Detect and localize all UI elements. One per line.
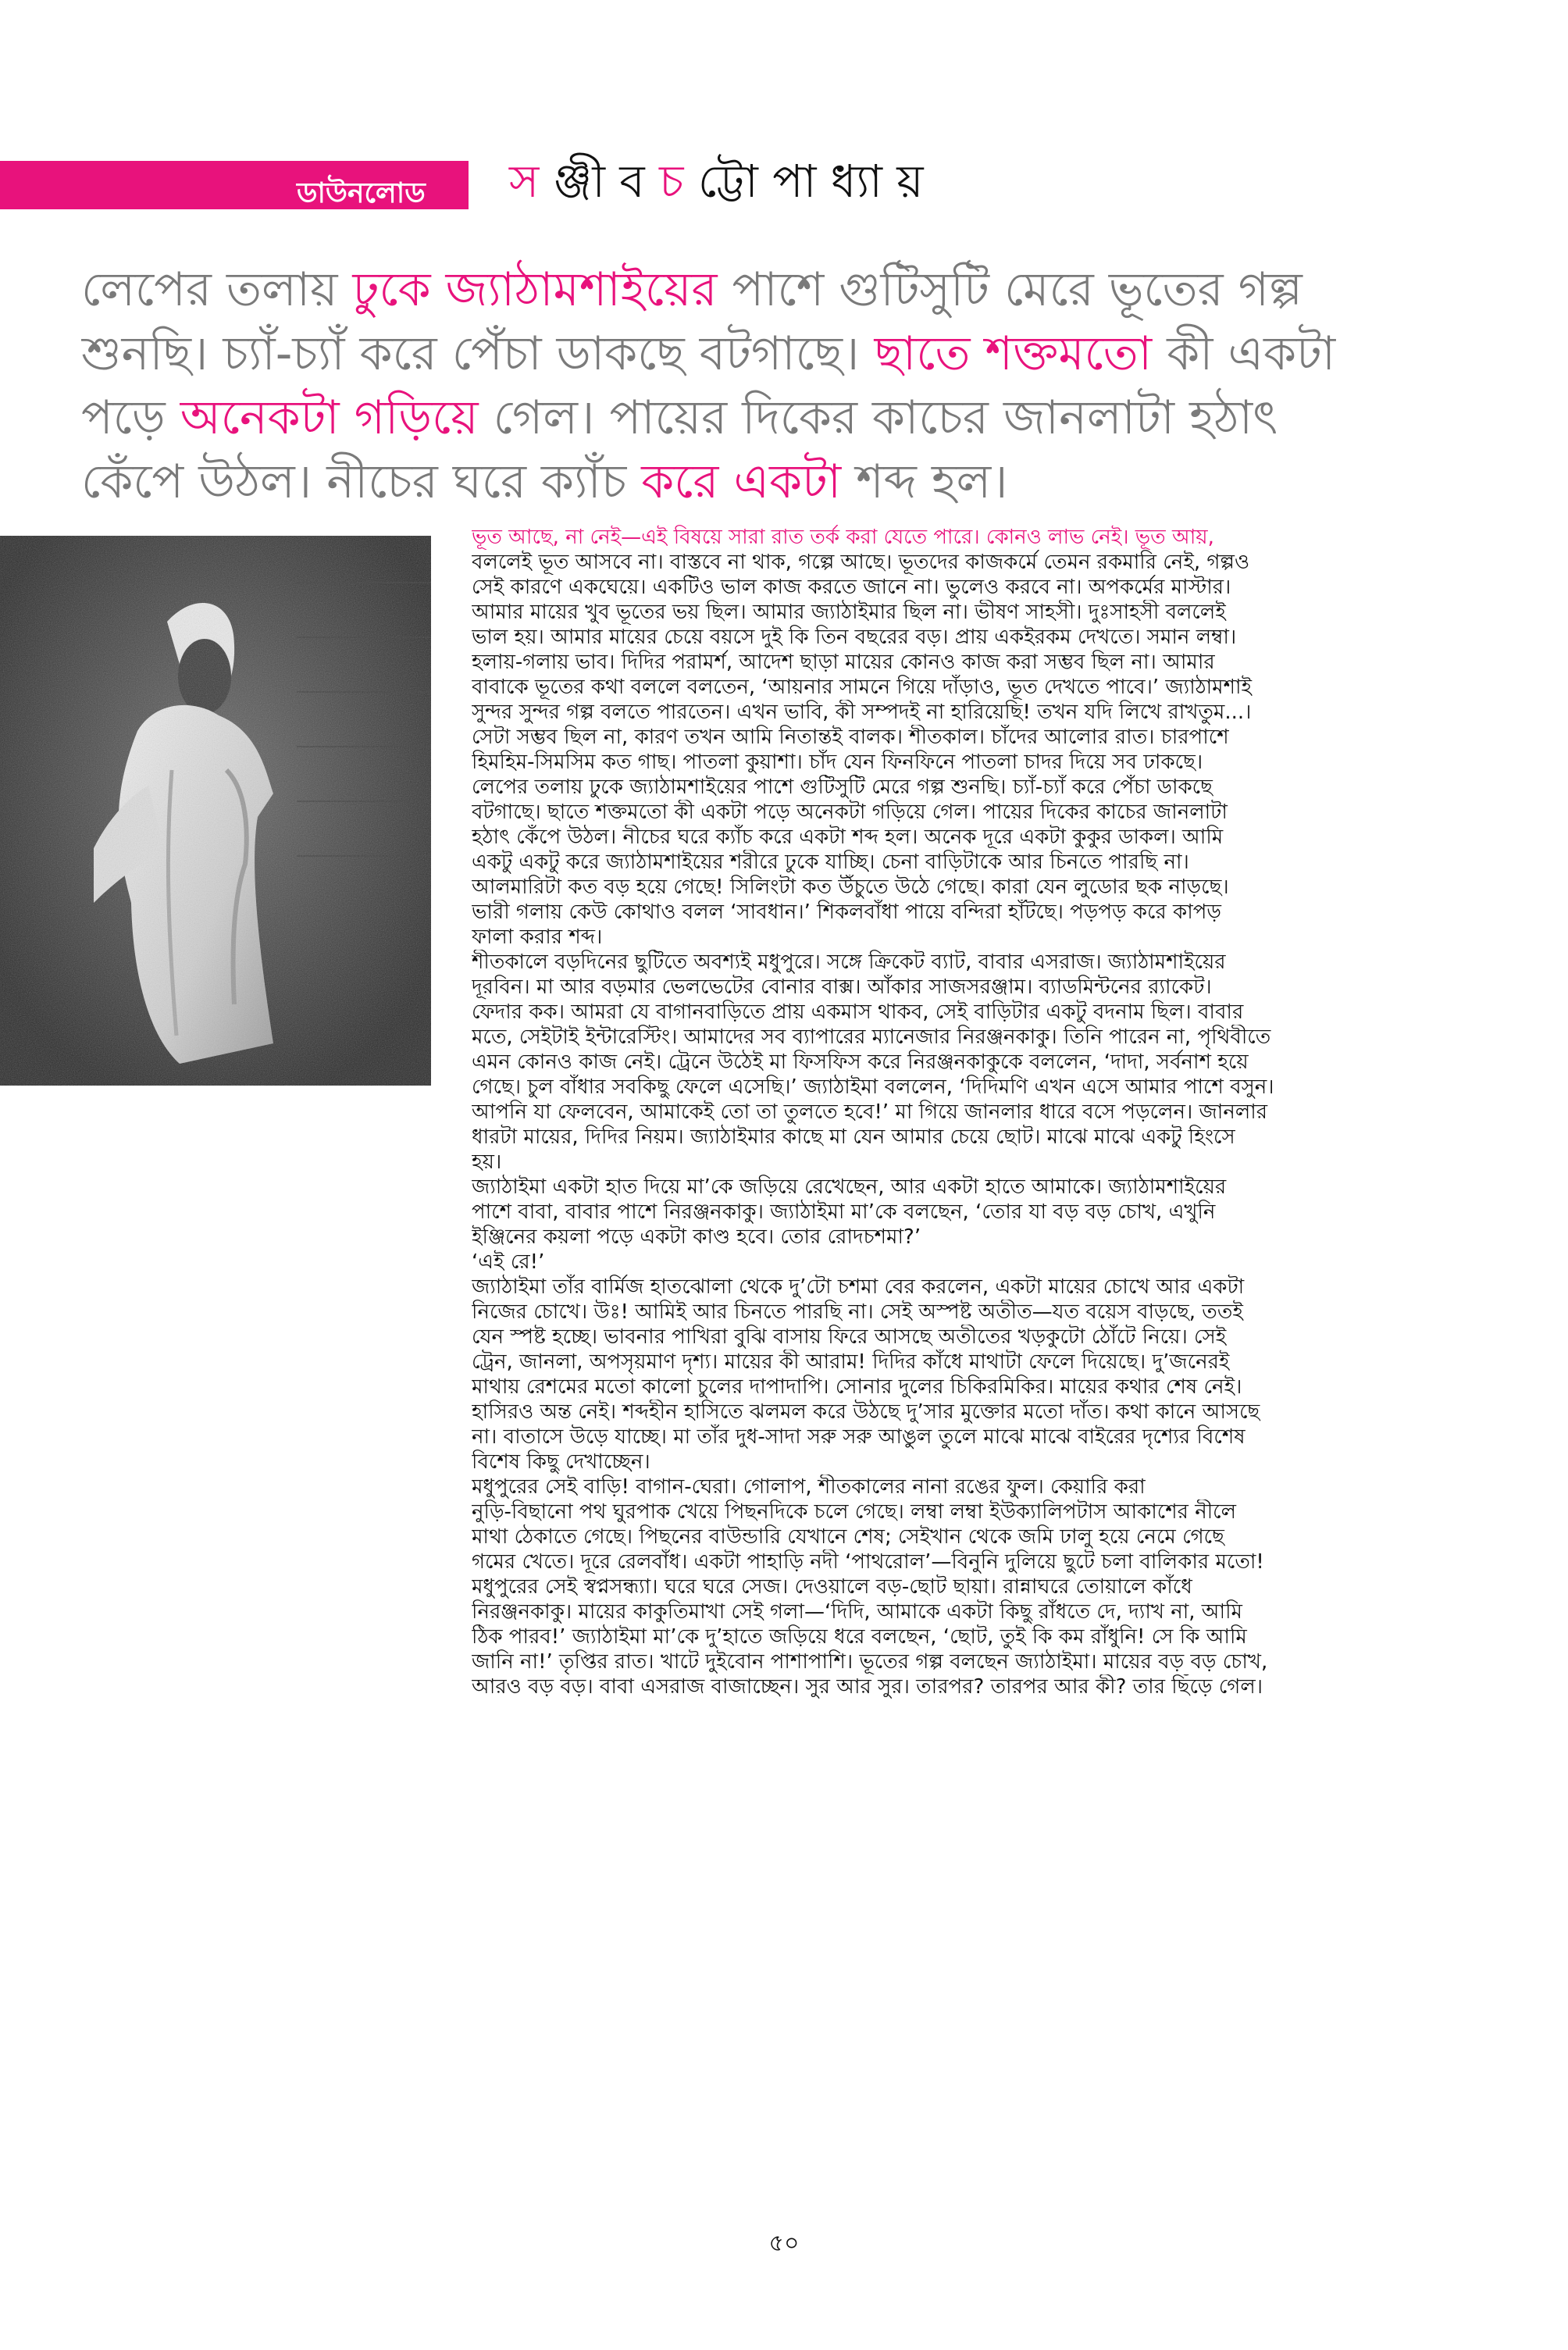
body-line: মাথায় রেশমের মতো কালো চুলের দাপাদাপি। সোনার দুলের চিকিরমিকির। মায়ের কথার শেষ নেই। <box>472 1375 1242 1399</box>
page-number: ৫০ <box>768 2230 800 2257</box>
body-line: নিজের চোখে। উঃ! আমিই আর চিনতে পারছি না। সেই অস্পষ্ট অতীত—যত বয়েস বাড়ছে, ততই <box>472 1300 1243 1324</box>
body-line: ইঞ্জিনের কয়লা পড়ে একটা কাণ্ড হবে। তোর রোদচশমা?’ <box>472 1225 921 1249</box>
body-line: ফালা করার শব্দ। <box>472 925 603 949</box>
body-line: জ্যাঠাইমা একটা হাত দিয়ে মা’কে জড়িয়ে রেখেছেন, আর একটা হাতে আমাকে। জ্যাঠামশাইয়ের <box>472 1175 1227 1199</box>
body-line: শীতকালে বড়দিনের ছুটিতে অবশ্যই মধুপুরে। সঙ্গে ক্রিকেট ব্যাট, বাবার এসরাজ। জ্যাঠামশাইয়ের <box>472 950 1226 974</box>
body-line: ফেদার কক। আমরা যে বাগানবাড়িতে প্রায় একমাস থাকব, সেই বাড়িটার একটু বদনাম ছিল। বাবার <box>472 1000 1244 1024</box>
body-line: মাথা ঠেকাতে গেছে। পিছনের বাউন্ডারি যেখানে শেষ; সেইখান থেকে জমি ঢালু হয়ে নেমে গেছে <box>472 1525 1224 1549</box>
body-line: ভাল হয়। আমার মায়ের চেয়ে বয়সে দুই কি তিন বছরের বড়। প্রায় একইরকম দেখতে। সমান লম্বা। <box>472 626 1237 649</box>
body-line: না। বাতাসে উড়ে যাচ্ছে। মা তাঁর দুধ-সাদা সরু সরু আঙুল তুলে মাঝে মাঝে বাইরের দৃশ্যের বিশেষ <box>472 1425 1245 1449</box>
body-line: যেন স্পষ্ট হচ্ছে। ভাবনার পাখিরা বুঝি বাসায় ফিরে আসছে অতীতের খড়কুটো ঠোঁটে নিয়ে। সেই <box>472 1325 1227 1349</box>
body-line: হলায়-গলায় ভাব। দিদির পরামর্শ, আদেশ ছাড়া মায়ের কোনও কাজ করা সম্ভব ছিল না। আমার <box>472 651 1215 674</box>
body-line: আলমারিটা কত বড় হয়ে গেছে! সিলিংটা কত উঁচুতে উঠে গেছে। কারা যেন লুডোর ছক নাড়ছে। <box>472 875 1229 899</box>
body-line: গমের খেতে। দূরে রেলবাঁধ। একটা পাহাড়ি নদী ‘পাথরোল’—বিনুনি দুলিয়ে ছুটে চলা বালিকার মতো! <box>472 1550 1264 1574</box>
author-last-rest: ট্টো পা ধ্যা য় <box>683 155 924 208</box>
body-line: মধুপুরের সেই স্বপ্নসন্ধ্যা। ঘরে ঘরে সেজ। দেওয়ালে বড়-ছোট ছায়া। রান্নাঘরে তোয়ালে কাঁধে <box>472 1575 1192 1599</box>
body-line: হাসিরও অন্ত নেই। শব্দহীন হাসিতে ঝলমল করে উঠছে দু’সার মুক্তোর মতো দাঁত। কথা কানে আসছে <box>472 1400 1260 1424</box>
body-line: এমন কোনও কাজ নেই। ট্রেনে উঠেই মা ফিসফিস করে নিরঞ্জনকাকুকে বললেন, ‘দাদা, সর্বনাশ হয়ে <box>472 1050 1249 1074</box>
author-first-initial: স <box>509 155 540 208</box>
body-line: দূরবিন। মা আর বড়মার ভেলভেটের বোনার বাক্স। আঁকার সাজসরঞ্জাম। ব্যাডমিন্টনের র‍্যাকেট। <box>472 975 1212 999</box>
body-line: ঠিক পারব!’ জ্যাঠাইমা মা’কে দু’হাতে জড়িয়ে ধরে বলছেন, ‘ছোট, তুই কি কম রাঁধুনি! সে কি আমি <box>472 1625 1247 1649</box>
body-line: ট্রেন, জানলা, অপসৃয়মাণ দৃশ্য। মায়ের কী আরাম! দিদির কাঁধে মাথাটা ফেলে দিয়েছে। দু’জনেরই <box>472 1350 1230 1374</box>
author-last-initial: চ <box>659 155 684 208</box>
body-line: আপনি যা ফেলবেন, আমাকেই তো তা তুলতে হবে!’ মা গিয়ে জানলার ধারে বসে পড়লেন। জানলার <box>472 1100 1268 1124</box>
body-line: নিরঞ্জনকাকু। মায়ের কাকুতিমাখা সেই গলা—‘দিদি, আমাকে একটা কিছু রাঁধতে দে, দ্যাখ না, আমি <box>472 1600 1242 1624</box>
body-line: বটগাছে। ছাতে শক্তমতো কী একটা পড়ে অনেকটা গড়িয়ে গেল। পায়ের দিকের কাচের জানলাটা <box>472 801 1228 824</box>
body-line: মতে, সেইটাই ইন্টারেস্টিং। আমাদের সব ব্যাপারের ম্যানেজার নিরঞ্জনকাকু। তিনি পারেন না, পৃথিবীতে <box>472 1025 1271 1049</box>
body-line: পাশে বাবা, বাবার পাশে নিরঞ্জনকাকু। জ্যাঠাইমা মা’কে বলছেন, ‘তোর যা বড় বড় চোখ, এখুনি <box>472 1200 1216 1224</box>
body-line: বাবাকে ভূতের কথা বললে বলতেন, ‘আয়নার সামনে গিয়ে দাঁড়াও, ভূত দেখতে পাবে।’ জ্যাঠামশাই <box>472 676 1253 699</box>
body-line: জানি না!’ তৃপ্তির রাত। খাটে দুইবোন পাশাপাশি। ভূতের গল্প বলছেন জ্যাঠাইমা। মায়ের বড় বড় চোখ, <box>472 1650 1268 1674</box>
pull-quote-line: পড়ে অনেকটা গড়িয়ে গেল। পায়ের দিকের কাচের জানলাটা হঠাৎ <box>81 390 1278 445</box>
body-line: গেছে। চুল বাঁধার সবকিছু ফেলে এসেছি।’ জ্যাঠাইমা বললেন, ‘দিদিমণি এখন এসে আমার পাশে বসুন। <box>472 1075 1274 1099</box>
body-line: ধারটা মায়ের, দিদির নিয়ম। জ্যাঠাইমার কাছে মা যেন আমার চেয়ে ছোট। মাঝে মাঝে একটু হিংসে <box>472 1125 1235 1149</box>
article-body <box>472 525 1526 1699</box>
body-line: ভূত আছে, না নেই—এই বিষয়ে সারা রাত তর্ক করা যেতে পারে। কোনও লাভ নেই। ভূত আয়, <box>472 526 1214 549</box>
body-line: মধুপুরের সেই বাড়ি! বাগান-ঘেরা। গোলাপ, শীতকালের নানা রঙের ফুল। কেয়ারি করা <box>472 1475 1146 1499</box>
pull-quote-line: কেঁপে উঠল। নীচের ঘরে ক্যাঁচ করে একটা শব্দ হল। <box>81 455 1008 509</box>
section-label: ডাউনলোড <box>297 177 426 209</box>
body-line: সুন্দর সুন্দর গল্প বলতে পারতেন। এখন ভাবি, কী সম্পদই না হারিয়েছি! তখন যদি লিখে রাখতুম...। <box>472 701 1252 724</box>
pull-quote-line: শুনছি। চ্যাঁ-চ্যাঁ করে পেঁচা ডাকছে বটগাছে। ছাতে শক্তমতো কী একটা <box>81 326 1336 381</box>
body-line: ‘এই রে!’ <box>472 1250 545 1274</box>
ghost-photo <box>0 536 431 1086</box>
body-line: আমার মায়ের খুব ভূতের ভয় ছিল। আমার জ্যাঠাইমার ছিল না। ভীষণ সাহসী। দুঃসাহসী বললেই <box>472 601 1226 624</box>
pull-quote <box>81 258 1502 514</box>
body-line: জ্যাঠাইমা তাঁর বার্মিজ হাতঝোলা থেকে দু’টো চশমা বের করলেন, একটা মায়ের চোখে আর একটা <box>472 1275 1245 1299</box>
body-line: হয়। <box>472 1150 502 1174</box>
body-line: ভারী গলায় কেউ কোথাও বলল ‘সাবধান।’ শিকলবাঁধা পায়ে বন্দিরা হাঁটছে। পড়পড় করে কাপড় <box>472 900 1221 924</box>
body-line: বিশেষ কিছু দেখাচ্ছেন। <box>472 1450 650 1474</box>
pull-quote-line: লেপের তলায় ঢুকে জ্যাঠামশাইয়ের পাশে গুটিসুটি মেরে ভূতের গল্প <box>81 262 1303 317</box>
body-line: হঠাৎ কেঁপে উঠল। নীচের ঘরে ক্যাঁচ করে একটা শব্দ হল। অনেক দূরে একটা কুকুর ডাকল। আমি <box>472 826 1224 849</box>
author-first-rest: ঞ্জী ব <box>539 155 660 208</box>
body-line: একটু একটু করে জ্যাঠামশাইয়ের শরীরে ঢুকে যাচ্ছি। চেনা বাড়িটাকে আর চিনতে পারছি না। <box>472 850 1189 874</box>
body-line: সেই কারণে একঘেয়ে। একটিও ভাল কাজ করতে জানে না। ভুলেও করবে না। অপকর্মের মাস্টার। <box>472 576 1231 599</box>
body-line: নুড়ি-বিছানো পথ ঘুরপাক খেয়ে পিছনদিকে চলে গেছে। লম্বা লম্বা ইউক্যালিপটাস আকাশের নীলে <box>472 1500 1236 1524</box>
body-line: লেপের তলায় ঢুকে জ্যাঠামশাইয়ের পাশে গুটিসুটি মেরে গল্প শুনছি। চ্যাঁ-চ্যাঁ করে পেঁচা ডাকছে <box>472 776 1213 799</box>
body-line: আরও বড় বড়। বাবা এসরাজ বাজাচ্ছেন। সুর আর সুর। তারপর? তারপর আর কী? তার ছিঁড়ে গেল। <box>472 1675 1263 1699</box>
body-line: হিমহিম-সিমসিম কত গাছ। পাতলা কুয়াশা। চাঁদ যেন ফিনফিনে পাতলা চাদর দিয়ে সব ঢাকছে। <box>472 751 1203 774</box>
body-line: বললেই ভূত আসবে না। বাস্তবে না থাক, গল্পে আছে। ভূতদের কাজকর্মে তেমন রকমারি নেই, গল্পও <box>472 551 1250 574</box>
ghost-figure-icon <box>0 536 431 1086</box>
body-line: সেটা সম্ভব ছিল না, কারণ তখন আমি নিতান্তই বালক। শীতকাল। চাঁদের আলোর রাত। চারপাশে <box>472 726 1229 749</box>
author-byline <box>509 153 924 209</box>
